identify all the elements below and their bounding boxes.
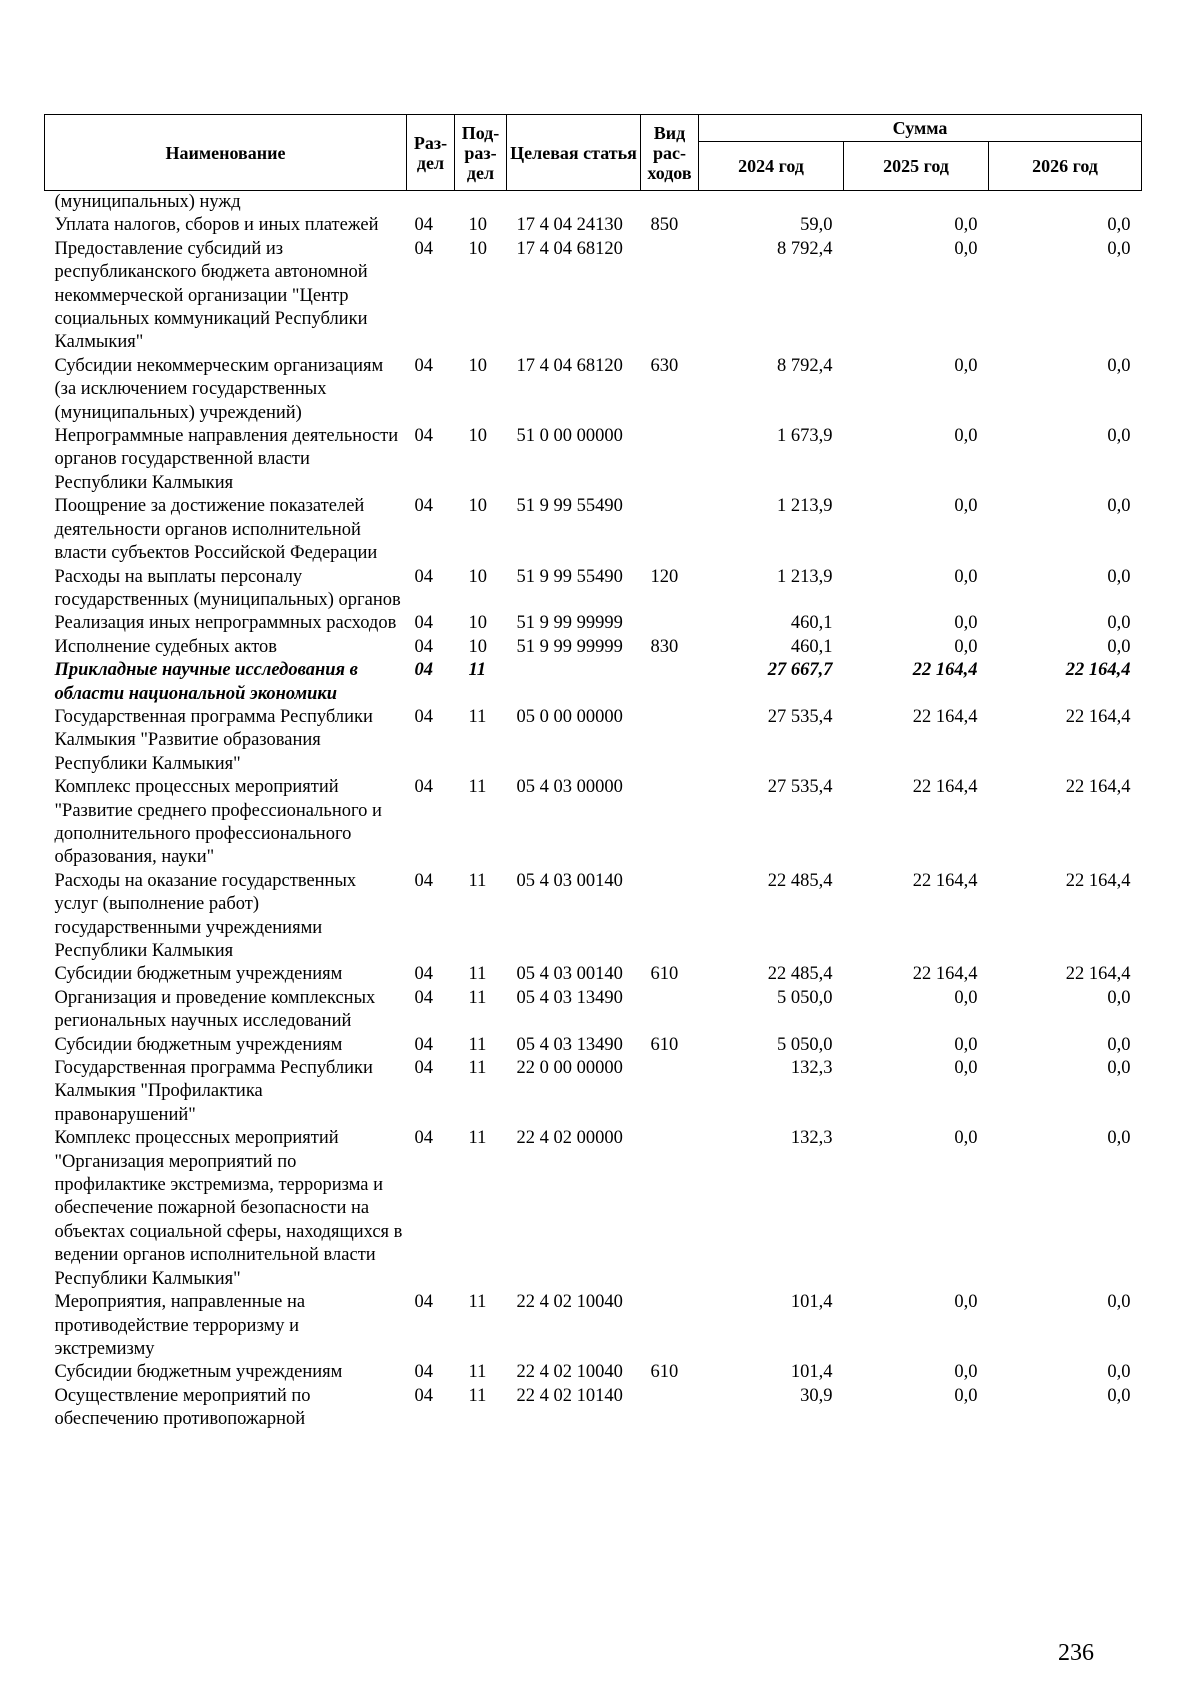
cell-celevaya: 05 4 03 00000	[516, 777, 623, 798]
cell-sum-2024: 22 485,4	[767, 964, 833, 985]
cell-razdel: 04	[414, 1362, 433, 1383]
cell-razdel: 04	[414, 355, 433, 376]
cell-sum-2025: 0,0	[954, 426, 978, 447]
cell-vid	[641, 1385, 699, 1432]
cell-podrazdel: 11	[468, 660, 486, 681]
cell-vid	[641, 706, 699, 776]
cell-sum-2024: 101,4	[790, 1362, 833, 1383]
cell-name: Осуществление мероприятий по обеспечению противопожарной	[54, 1385, 311, 1430]
cell-celevaya: 51 0 00 00000	[516, 426, 623, 447]
cell-sum-2025: 0,0	[954, 1292, 978, 1313]
cell-razdel: 04	[414, 1128, 433, 1149]
cell-celevaya: 17 4 04 68120	[516, 238, 623, 259]
header-vid: Вид рас-ходов	[641, 115, 699, 191]
cell-sum-2025: 0,0	[954, 566, 978, 587]
cell-sum-2026	[989, 191, 1142, 215]
cell-sum-2025: 0,0	[954, 238, 978, 259]
table-row	[45, 1034, 1142, 1057]
cell-podrazdel: 10	[468, 355, 487, 376]
cell-celevaya: 22 4 02 10040	[516, 1362, 623, 1383]
cell-razdel: 04	[414, 964, 433, 985]
cell-vid	[641, 1291, 699, 1361]
cell-podrazdel: 10	[468, 238, 487, 259]
cell-name: Комплекс процессных мероприятий "Организация мероприятий по профилактике экстремизма, терроризма и обеспечение пожарной безопасности на объектах социальной сферы, находящихся в ведении органов исполнительной власти Республики Калмыкия"	[54, 1128, 403, 1289]
cell-sum-2026: 22 164,4	[1065, 870, 1131, 891]
cell-razdel: 04	[414, 238, 433, 259]
header-name: Наименование	[45, 115, 407, 191]
header-year-2025: 2025 год	[844, 142, 989, 191]
cell-razdel: 04	[414, 1034, 433, 1055]
table-row	[45, 706, 1142, 776]
cell-podrazdel: 10	[468, 566, 487, 587]
cell-sum-2024: 27 535,4	[767, 777, 833, 798]
cell-celevaya: 22 0 00 00000	[516, 1058, 623, 1079]
cell-sum-2024: 132,3	[790, 1128, 833, 1149]
cell-name: Расходы на выплаты персоналу государственных (муниципальных) органов	[54, 566, 401, 610]
header-year-2026: 2026 год	[989, 142, 1142, 191]
cell-sum-2024: 101,4	[790, 1292, 833, 1313]
table-row	[45, 355, 1142, 425]
cell-podrazdel: 10	[468, 496, 487, 517]
cell-sum-2026: 0,0	[1107, 496, 1131, 517]
cell-name: Уплата налогов, сборов и иных платежей	[54, 215, 379, 236]
cell-name: Государственная программа Республики Калмыкия "Развитие образования Республики Калмыкия"	[54, 706, 373, 774]
cell-podrazdel: 11	[468, 1385, 487, 1406]
cell-sum-2026: 0,0	[1107, 1362, 1131, 1383]
table-row	[45, 636, 1142, 659]
cell-podrazdel: 11	[468, 1058, 487, 1079]
table-row	[45, 659, 1142, 706]
cell-sum-2025: 0,0	[954, 1128, 978, 1149]
cell-razdel: 04	[414, 870, 433, 891]
cell-name: Непрограммные направления деятельности органов государственной власти Республики Калмыкия	[54, 426, 399, 493]
cell-vid	[641, 612, 699, 635]
cell-vid	[641, 191, 699, 215]
cell-celevaya: 05 4 03 00140	[516, 964, 623, 985]
cell-name: Организация и проведение комплексных региональных научных исследований	[54, 987, 376, 1032]
budget-table	[44, 114, 1142, 1432]
header-celevaya: Целевая статья	[507, 115, 641, 191]
cell-vid	[641, 987, 699, 1034]
cell-razdel: 04	[414, 426, 433, 447]
cell-sum-2024: 132,3	[790, 1058, 833, 1079]
cell-celevaya: 05 4 03 13490	[516, 1034, 623, 1055]
cell-podrazdel: 11	[468, 706, 487, 727]
table-row	[45, 1291, 1142, 1361]
cell-celevaya: 05 4 03 00140	[516, 870, 623, 891]
cell-celevaya: 51 9 99 55490	[516, 566, 623, 587]
cell-sum-2026: 0,0	[1107, 613, 1131, 634]
cell-sum-2025: 0,0	[954, 215, 978, 236]
cell-name: Прикладные научные исследования в области национальной экономики	[54, 660, 358, 704]
cell-celevaya	[507, 191, 641, 215]
cell-sum-2025: 0,0	[954, 1385, 978, 1406]
cell-sum-2025: 0,0	[954, 987, 978, 1008]
cell-celevaya: 17 4 04 24130	[516, 215, 623, 236]
table-row	[45, 870, 1142, 964]
cell-sum-2025: 22 164,4	[912, 777, 978, 798]
cell-vid	[641, 238, 699, 355]
cell-vid: 610	[650, 1362, 679, 1383]
cell-sum-2025: 22 164,4	[912, 706, 978, 727]
cell-sum-2024: 8 792,4	[777, 355, 833, 376]
cell-vid	[641, 495, 699, 565]
cell-name: Комплекс процессных мероприятий "Развитие среднего профессионального и дополнительного профессионального образования, науки"	[54, 777, 382, 868]
cell-razdel: 04	[414, 706, 433, 727]
cell-sum-2024: 1 213,9	[777, 566, 833, 587]
table-row	[45, 191, 1142, 215]
cell-vid: 120	[650, 566, 679, 587]
cell-sum-2025: 0,0	[954, 613, 978, 634]
cell-razdel	[407, 191, 455, 215]
table-row	[45, 238, 1142, 355]
cell-sum-2024	[699, 191, 844, 215]
header-summa: Сумма	[699, 115, 1142, 142]
cell-razdel: 04	[414, 660, 433, 681]
cell-podrazdel: 10	[468, 636, 487, 657]
cell-sum-2024: 460,1	[790, 636, 833, 657]
cell-sum-2025: 0,0	[954, 355, 978, 376]
cell-sum-2025: 0,0	[954, 1058, 978, 1079]
cell-sum-2024: 1 673,9	[777, 426, 833, 447]
cell-podrazdel: 11	[468, 1128, 487, 1149]
cell-podrazdel: 11	[468, 1034, 487, 1055]
cell-podrazdel: 10	[468, 215, 487, 236]
cell-sum-2026: 0,0	[1107, 1058, 1131, 1079]
cell-sum-2024: 8 792,4	[777, 238, 833, 259]
cell-sum-2026: 22 164,4	[1065, 777, 1131, 798]
cell-name: Реализация иных непрограммных расходов	[54, 613, 397, 634]
cell-podrazdel: 11	[468, 1362, 487, 1383]
cell-sum-2026: 0,0	[1107, 987, 1131, 1008]
cell-vid	[641, 425, 699, 495]
cell-sum-2026: 0,0	[1107, 238, 1131, 259]
cell-podrazdel: 10	[468, 613, 487, 634]
table-row	[45, 495, 1142, 565]
cell-podrazdel: 10	[468, 426, 487, 447]
cell-sum-2025: 0,0	[954, 496, 978, 517]
cell-sum-2024: 1 213,9	[777, 496, 833, 517]
cell-vid	[641, 870, 699, 964]
cell-sum-2025: 22 164,4	[912, 964, 978, 985]
cell-name: Субсидии бюджетным учреждениям	[54, 964, 343, 985]
cell-sum-2026: 22 164,4	[1065, 706, 1131, 727]
cell-sum-2025: 22 164,4	[912, 870, 978, 891]
cell-celevaya: 51 9 99 99999	[516, 636, 623, 657]
cell-vid	[641, 659, 699, 706]
cell-vid: 630	[650, 355, 679, 376]
cell-sum-2025: 0,0	[954, 636, 978, 657]
table-row	[45, 1385, 1142, 1432]
cell-sum-2026: 22 164,4	[1065, 660, 1131, 681]
cell-sum-2024: 5 050,0	[777, 987, 833, 1008]
cell-razdel: 04	[414, 777, 433, 798]
table-header	[45, 115, 1142, 191]
cell-razdel: 04	[414, 987, 433, 1008]
cell-sum-2026: 0,0	[1107, 426, 1131, 447]
cell-sum-2025: 22 164,4	[912, 660, 978, 681]
table-row	[45, 1057, 1142, 1127]
cell-celevaya: 22 4 02 00000	[516, 1128, 623, 1149]
cell-razdel: 04	[414, 636, 433, 657]
cell-razdel: 04	[414, 215, 433, 236]
cell-podrazdel: 11	[468, 987, 487, 1008]
header-year-2024: 2024 год	[699, 142, 844, 191]
cell-name: Поощрение за достижение показателей деятельности органов исполнительной власти субъектов Российской Федерации	[54, 496, 378, 564]
cell-podrazdel: 11	[468, 870, 487, 891]
cell-razdel: 04	[414, 1385, 433, 1406]
header-razdel: Раз-дел	[407, 115, 455, 191]
cell-name: Субсидии бюджетным учреждениям	[54, 1034, 343, 1055]
cell-name: Субсидии бюджетным учреждениям	[54, 1362, 343, 1383]
cell-sum-2026: 0,0	[1107, 1385, 1131, 1406]
cell-podrazdel: 11	[468, 964, 487, 985]
cell-razdel: 04	[414, 1292, 433, 1313]
cell-name: Мероприятия, направленные на противодействие терроризму и экстремизму	[54, 1292, 306, 1359]
cell-name: Исполнение судебных актов	[54, 636, 278, 657]
cell-vid	[641, 1057, 699, 1127]
cell-sum-2024: 22 485,4	[767, 870, 833, 891]
cell-sum-2026: 0,0	[1107, 636, 1131, 657]
cell-sum-2025: 0,0	[954, 1362, 978, 1383]
cell-celevaya: 22 4 02 10040	[516, 1292, 623, 1313]
cell-sum-2026: 0,0	[1107, 566, 1131, 587]
cell-sum-2026: 0,0	[1107, 355, 1131, 376]
cell-sum-2026: 22 164,4	[1065, 964, 1131, 985]
page-number: 236	[1058, 1640, 1094, 1666]
table-row	[45, 1127, 1142, 1291]
cell-sum-2024: 5 050,0	[777, 1034, 833, 1055]
cell-sum-2024: 27 667,7	[767, 660, 833, 681]
cell-name: (муниципальных) нужд	[54, 192, 241, 212]
header-podrazdel: Под-раз-дел	[455, 115, 507, 191]
cell-vid: 830	[650, 636, 679, 657]
cell-razdel: 04	[414, 566, 433, 587]
cell-sum-2024: 30,9	[800, 1385, 833, 1406]
cell-name: Расходы на оказание государственных услуг (выполнение работ) государственными учреждениями Республики Калмыкия	[54, 870, 357, 961]
cell-sum-2024: 460,1	[790, 613, 833, 634]
cell-vid	[641, 1127, 699, 1291]
cell-razdel: 04	[414, 613, 433, 634]
cell-sum-2026: 0,0	[1107, 215, 1131, 236]
cell-vid: 850	[650, 215, 679, 236]
table-row	[45, 612, 1142, 635]
cell-vid: 610	[650, 964, 679, 985]
table-row	[45, 214, 1142, 237]
cell-sum-2025	[844, 191, 989, 215]
cell-celevaya: 51 9 99 99999	[516, 613, 623, 634]
cell-celevaya	[507, 659, 641, 706]
cell-sum-2026: 0,0	[1107, 1034, 1131, 1055]
cell-sum-2025: 0,0	[954, 1034, 978, 1055]
cell-celevaya: 17 4 04 68120	[516, 355, 623, 376]
cell-name: Субсидии некоммерческим организациям (за исключением государственных (муниципальных) учреждений)	[54, 355, 384, 423]
cell-vid	[641, 776, 699, 870]
cell-sum-2026: 0,0	[1107, 1292, 1131, 1313]
cell-podrazdel	[455, 191, 507, 215]
cell-razdel: 04	[414, 496, 433, 517]
table-row	[45, 1361, 1142, 1384]
cell-podrazdel: 11	[468, 777, 487, 798]
table-body	[45, 191, 1142, 1432]
cell-sum-2024: 59,0	[800, 215, 833, 236]
cell-sum-2026: 0,0	[1107, 1128, 1131, 1149]
cell-razdel: 04	[414, 1058, 433, 1079]
cell-vid: 610	[650, 1034, 679, 1055]
cell-celevaya: 22 4 02 10140	[516, 1385, 623, 1406]
table-row	[45, 963, 1142, 986]
cell-sum-2024: 27 535,4	[767, 706, 833, 727]
table-row	[45, 776, 1142, 870]
table-row	[45, 987, 1142, 1034]
table-row	[45, 566, 1142, 613]
cell-podrazdel: 11	[468, 1292, 487, 1313]
cell-celevaya: 05 0 00 00000	[516, 706, 623, 727]
cell-name: Предоставление субсидий из республиканского бюджета автономной некоммерческой организации "Центр социальных коммуникаций Республики Калмыкия"	[54, 238, 368, 353]
table-row	[45, 425, 1142, 495]
cell-name: Государственная программа Республики Калмыкия "Профилактика правонарушений"	[54, 1058, 373, 1125]
cell-celevaya: 05 4 03 13490	[516, 987, 623, 1008]
cell-celevaya: 51 9 99 55490	[516, 496, 623, 517]
